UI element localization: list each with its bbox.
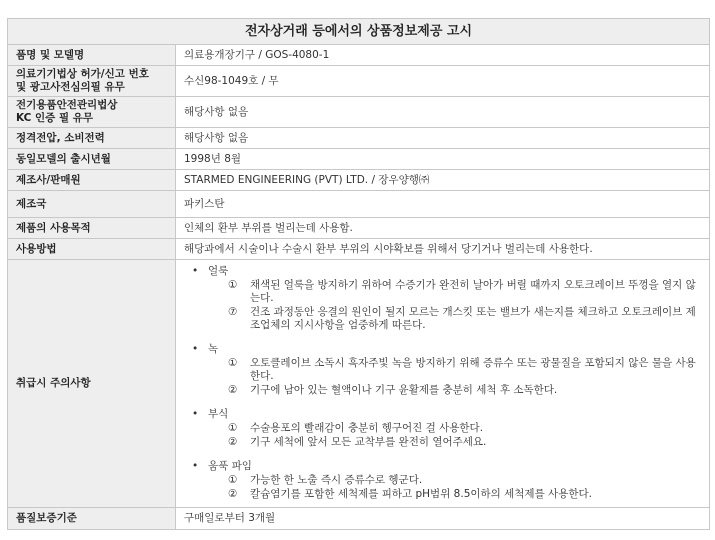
- table-row: [8, 191, 710, 218]
- table-row: [8, 218, 710, 239]
- row-label: 제품의 사용목적: [8, 218, 176, 239]
- table-row: [8, 170, 710, 191]
- table-row: [8, 149, 710, 170]
- care-section: [192, 343, 701, 397]
- item-number: ⑦: [228, 306, 238, 318]
- row-value: 의료용개장기구 / GOS-4080-1: [176, 45, 710, 66]
- list-item: [192, 422, 701, 435]
- table-row: [8, 66, 710, 97]
- row-label-line: 및 광고사전심의필 유무: [16, 81, 125, 93]
- list-item: [192, 279, 701, 305]
- item-number: ①: [228, 422, 238, 434]
- row-label-line: 의료기기법상 허가/신고 번호: [16, 68, 149, 80]
- item-number: ①: [228, 357, 238, 369]
- row-label: 품명 및 모델명: [8, 45, 176, 66]
- table-row-care: [8, 260, 710, 508]
- row-label: [8, 66, 176, 97]
- item-text: 칼슘염기를 포함한 세척제를 피하고 pH범위 8.5이하의 세척제를 사용한다.: [250, 488, 592, 500]
- row-value: 인체의 환부 부위를 벌리는데 사용함.: [176, 218, 710, 239]
- item-text: 오토클레이브 소독시 흑자주빛 녹을 방지하기 위해 증류수 또는 광물질을 포함되지 않은 물을 사용한다.: [250, 357, 696, 382]
- list-item: [192, 306, 701, 332]
- row-label-line: KC 인증 필 유무: [16, 112, 94, 124]
- product-info-notice: [7, 18, 709, 530]
- care-section: [192, 460, 701, 501]
- item-number: ②: [228, 436, 238, 448]
- bullet-icon: •: [192, 265, 199, 277]
- item-number: ②: [228, 384, 238, 396]
- row-value: 1998년 8월: [176, 149, 710, 170]
- list-item: [192, 384, 701, 397]
- item-text: 수술용포의 빨래감이 충분히 헹구어진 걸 사용한다.: [250, 422, 484, 434]
- care-section-title: 얼룩: [208, 265, 229, 277]
- table-row: [8, 45, 710, 66]
- product-info-table: [7, 18, 710, 530]
- care-section-title: 녹: [208, 343, 219, 355]
- row-value: 해당사항 없음: [176, 128, 710, 149]
- item-text: 가능한 한 노출 즉시 증류수로 헹군다.: [250, 474, 423, 486]
- table-row: [8, 97, 710, 128]
- row-value: 파키스탄: [176, 191, 710, 218]
- list-item: [192, 488, 701, 501]
- row-label: 동일모델의 출시년월: [8, 149, 176, 170]
- care-instructions: [176, 260, 710, 508]
- row-label-line: 전기용품안전관리법상: [16, 99, 118, 111]
- item-text: 건조 과정동안 응결의 원인이 될지 모르는 개스킷 또는 밸브가 새는지를 체크하고 오토크레이브 제조업체의 지시사항을 엄중하게 따른다.: [250, 306, 696, 331]
- row-label: 제조국: [8, 191, 176, 218]
- item-text: 기구에 남아 있는 혈액이나 기구 윤활제를 충분히 세척 후 소독한다.: [250, 384, 558, 396]
- list-item: [192, 357, 701, 383]
- item-text: 채색된 얼룩을 방지하기 위하여 수증기가 완전히 날아가 버릴 때까지 오토크레이브 뚜껑을 열지 않는다.: [250, 279, 696, 304]
- row-label: 정격전압, 소비전력: [8, 128, 176, 149]
- item-number: ②: [228, 488, 238, 500]
- row-value: STARMED ENGINEERING (PVT) LTD. / 장우양행㈜: [176, 170, 710, 191]
- list-item: [192, 474, 701, 487]
- row-label: 품질보증기준: [8, 508, 176, 530]
- table-row: [8, 128, 710, 149]
- row-value: 해당사항 없음: [176, 97, 710, 128]
- care-section-title: 움푹 파임: [208, 460, 252, 472]
- item-number: ①: [228, 474, 238, 486]
- bullet-icon: •: [192, 408, 199, 420]
- care-section-title: 부식: [208, 408, 229, 420]
- row-value: 구매일로부터 3개월: [176, 508, 710, 530]
- table-row: [8, 239, 710, 260]
- row-value: 해당과에서 시술이나 수술시 환부 부위의 시야확보를 위해서 당기거나 벌리는데 사용한다.: [176, 239, 710, 260]
- table-title-row: [8, 19, 710, 45]
- row-label: 취급시 주의사항: [8, 260, 176, 508]
- care-section: [192, 265, 701, 332]
- page-title: 전자상거래 등에서의 상품정보제공 고시: [8, 19, 710, 45]
- row-value: 수신98-1049호 / 무: [176, 66, 710, 97]
- row-label: 제조사/판매원: [8, 170, 176, 191]
- list-item: [192, 436, 701, 449]
- bullet-icon: •: [192, 460, 199, 472]
- item-text: 기구 세척에 앞서 모든 교착부를 완전히 열어주세요.: [250, 436, 487, 448]
- care-section: [192, 408, 701, 449]
- row-label: 사용방법: [8, 239, 176, 260]
- table-row: [8, 508, 710, 530]
- item-number: ①: [228, 279, 238, 291]
- bullet-icon: •: [192, 343, 199, 355]
- row-label: [8, 97, 176, 128]
